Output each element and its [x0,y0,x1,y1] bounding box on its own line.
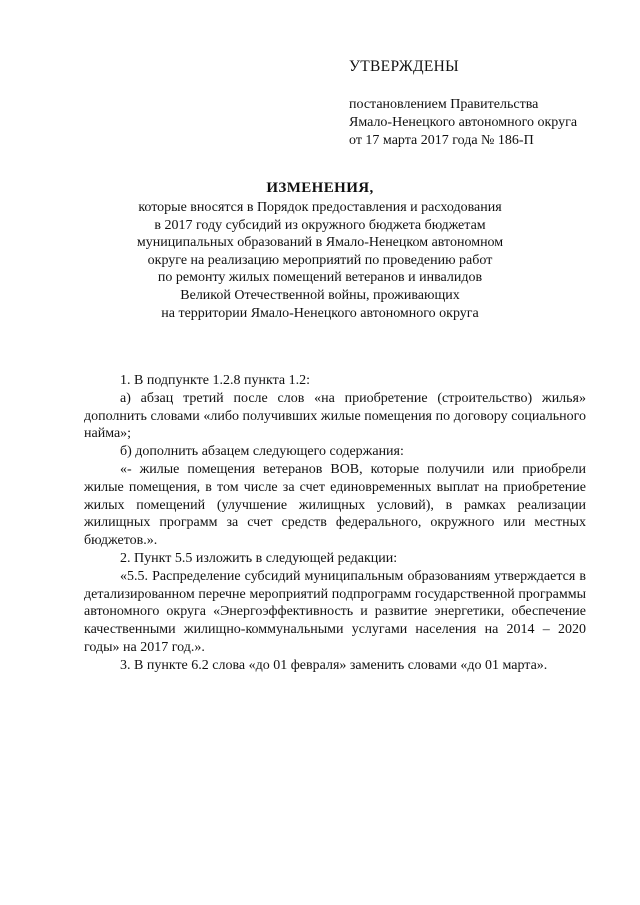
subtitle-line: которые вносятся в Порядок предоставления и расходования [138,200,502,215]
paragraph-subitem-b: б) дополнить абзацем следующего содержания: [120,444,404,460]
paragraph-quote-5-5: «5.5. Распределение субсидий муниципальным образованиям утверждается в детализированном перечне мероприятий подпрограмм государственной программы автономного округа «Энергоэффективность и развитие энергетики, обеспечение качественными жилищно-коммунальными услугами населения на 2014 – 2020 годы» на 2017 год.». [84,568,586,655]
paragraph-subitem-a: а) абзац третий после слов «на приобретение (строительство) жилья» дополнить словами «либо получивших жилые помещения по договору социального найма»; [84,390,586,442]
subtitle-line: муниципальных образований в Ямало-Ненецком автономном [136,235,504,251]
paragraph-item-1: 1. В подпункте 1.2.8 пункта 1.2: [120,373,310,388]
paragraph-item-3: 3. В пункте 6.2 слова «до 01 февраля» заменить словами «до 01 марта». [120,657,548,673]
approval-line-resolution: постановлением Правительства [349,97,539,112]
paragraph-item-2: 2. Пункт 5.5 изложить в следующей редакции: [120,550,398,566]
approval-line-region: Ямало-Ненецкого автономного округа [349,115,578,130]
approval-line-date-number: от 17 марта 2017 года № 186-П [349,133,534,148]
approval-block [349,58,619,150]
subtitle-line: округе на реализацию мероприятий по проведению работ [147,252,493,268]
document-body [84,372,586,675]
paragraph-quote-veterans: «- жилые помещения ветеранов ВОВ, которые получили или приобрели жилые помещения, в том числе за счет единовременных выплат на приобретение жилых помещений (улучшение жилищных условий), в рамках реализации жилищных программ за счет средств федерального, окружного или местных бюджетов.». [84,461,586,549]
document-heading [100,180,540,322]
subtitle-line: Великой Отечественной войны, проживающих [180,287,460,303]
document-title: ИЗМЕНЕНИЯ, [266,180,374,196]
subtitle-line: в 2017 году субсидий из окружного бюджета бюджетам [154,217,486,233]
subtitle-line: на территории Ямало-Ненецкого автономного округа [161,305,479,321]
subtitle-line: по ремонту жилых помещений ветеранов и инвалидов [157,270,483,286]
approval-title: УТВЕРЖДЕНЫ [349,58,459,75]
